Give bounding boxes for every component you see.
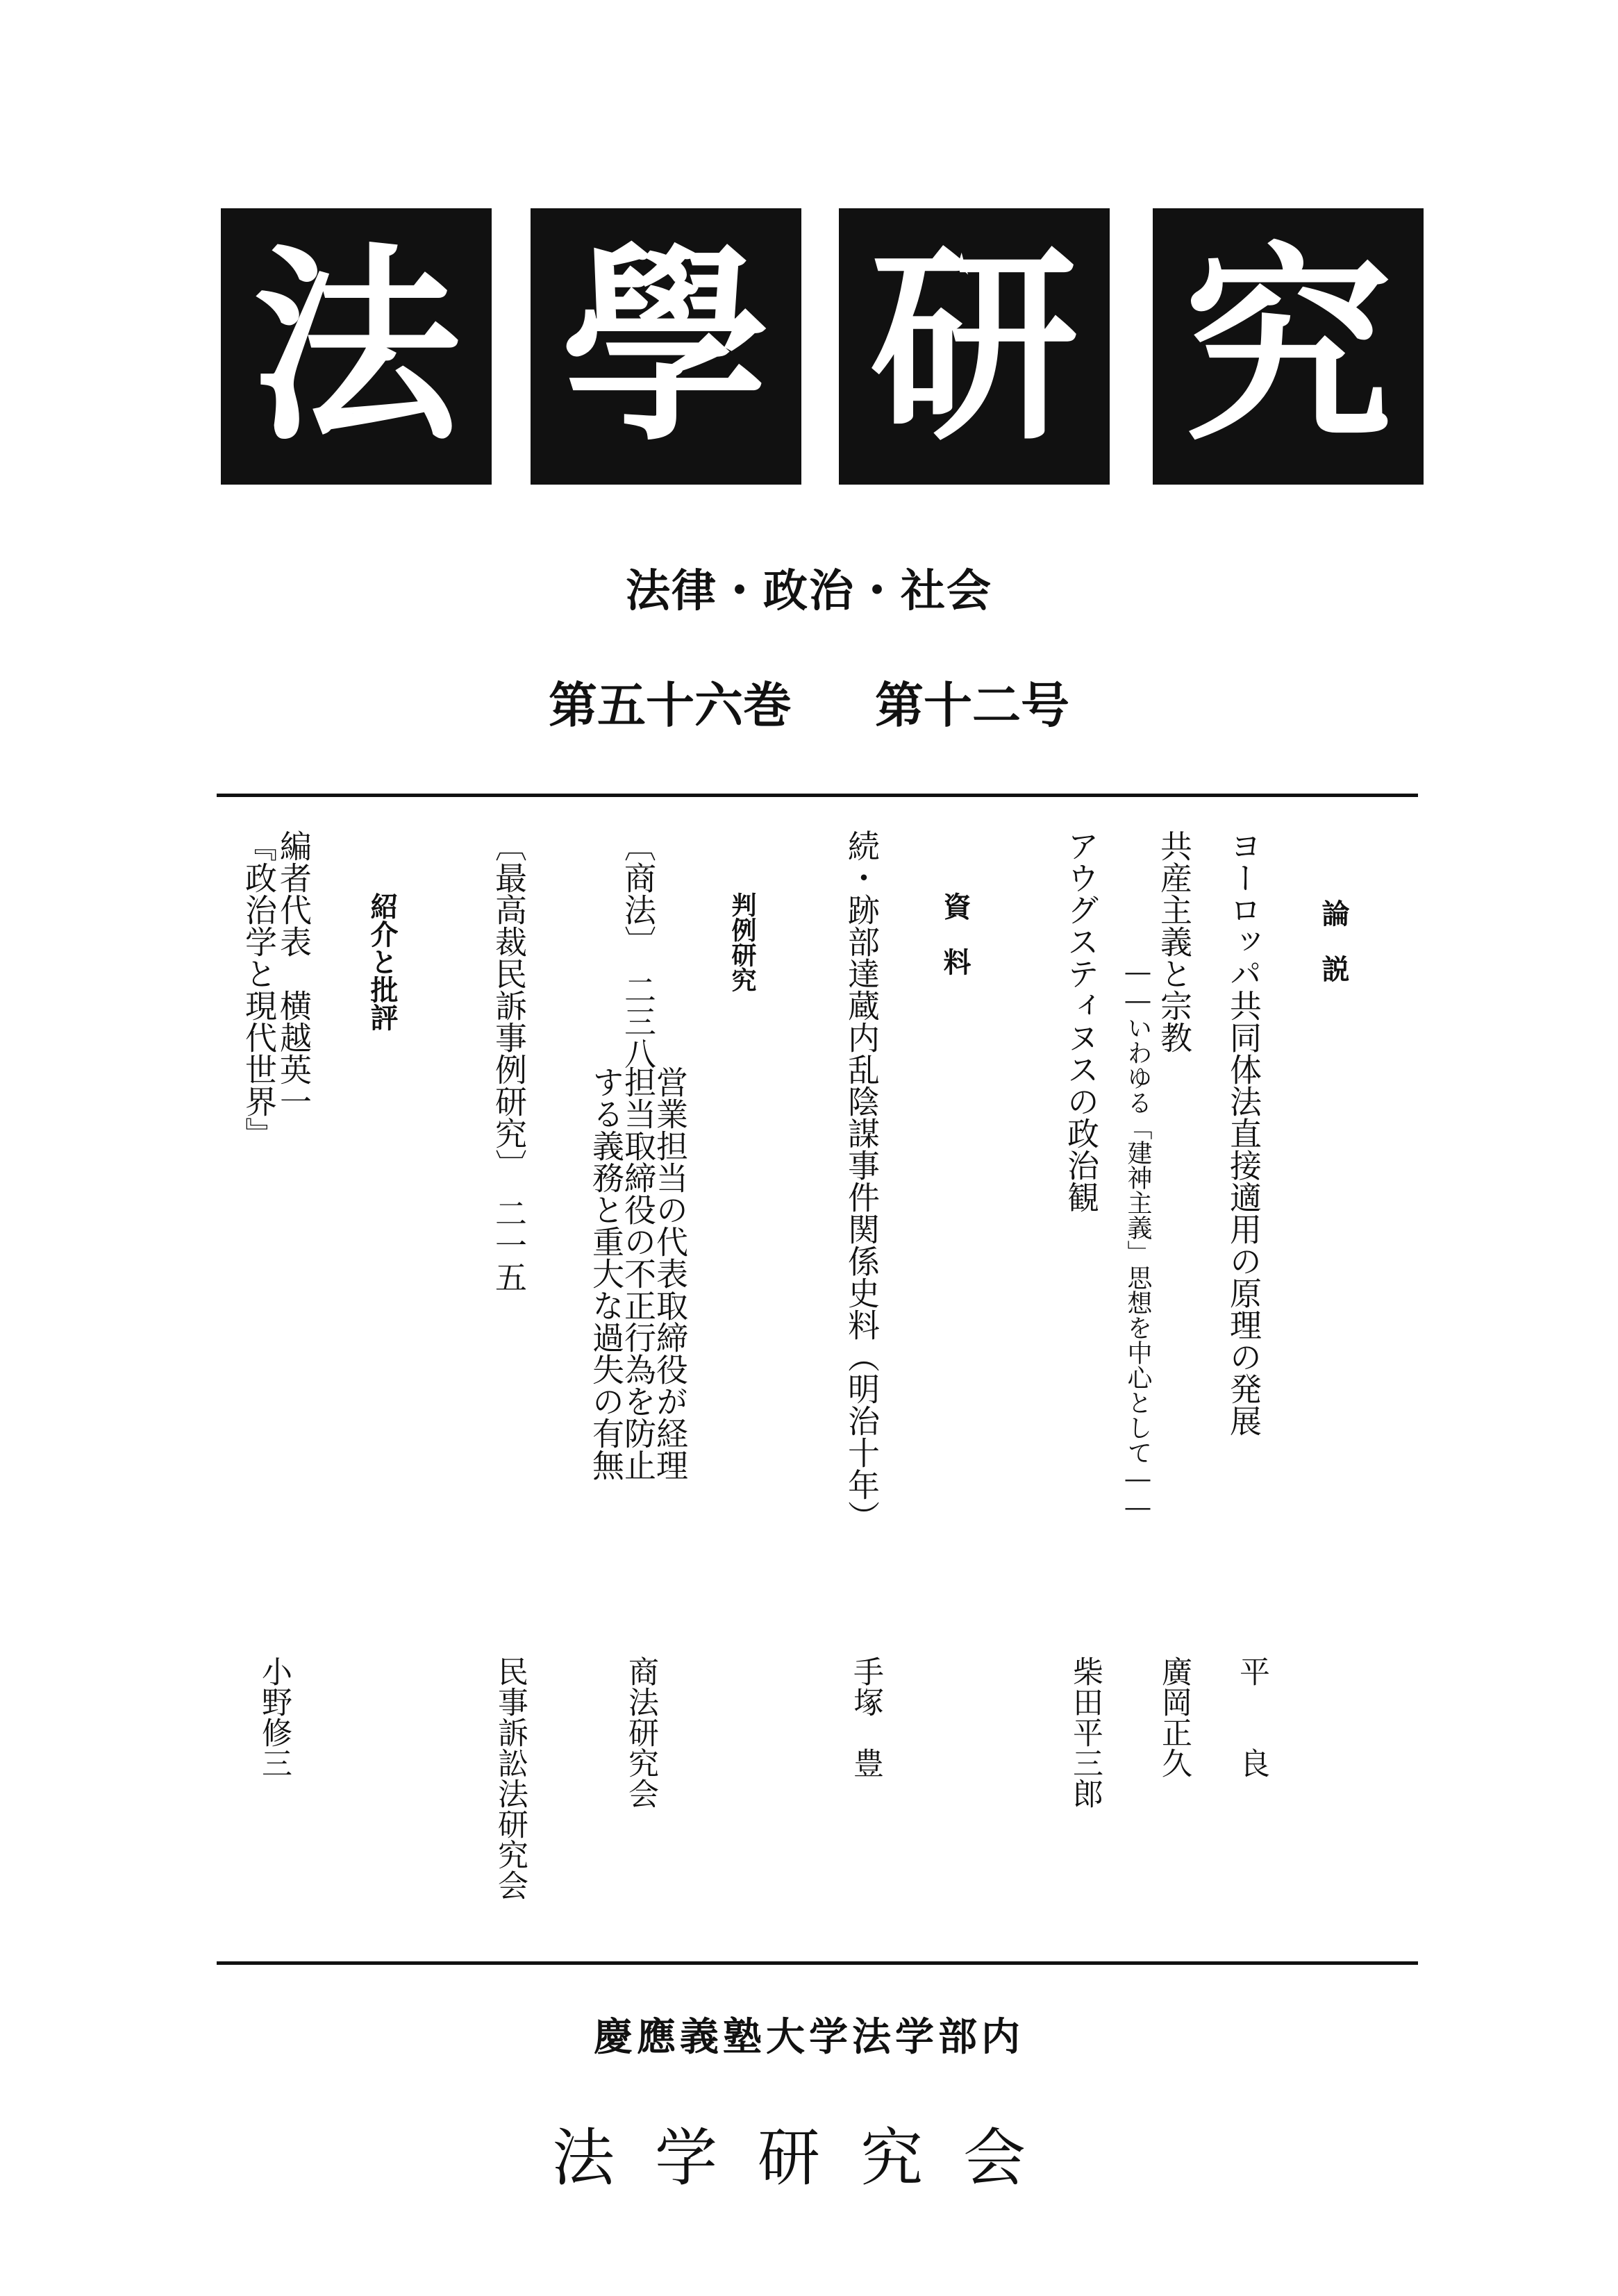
title-char-1: 法	[221, 208, 492, 485]
case2-author: 民事訴訟法研究会	[492, 1656, 528, 1900]
case1-label: 〔商法〕 二三八	[619, 830, 657, 1069]
review1-editor: 編者代表 横越英一	[275, 830, 312, 1117]
issue-line	[0, 667, 1618, 737]
material1-title: 続・跡部達蔵内乱陰謀事件関係史料（明治十年）	[843, 830, 881, 1532]
article2-title: 共産主義と宗教	[1156, 830, 1193, 1053]
number-label: 第十二号	[875, 677, 1069, 734]
publisher-name: 法学研究会	[552, 2122, 1066, 2195]
title-char-2: 學	[531, 208, 801, 485]
case1-author: 商法研究会	[623, 1656, 658, 1809]
article3-title: アウグスティヌスの政治観	[1062, 830, 1100, 1213]
title-char-3: 研	[839, 208, 1110, 485]
review1-title: 『政治学と現代世界』	[240, 830, 278, 1149]
journal-subtitle: 法律・政治・社会	[626, 566, 992, 617]
material1-author: 手塚 豊	[848, 1656, 883, 1778]
publisher-affiliation: 慶應義塾大学法学部内	[594, 2014, 1024, 2060]
title-char-4: 究	[1153, 208, 1424, 485]
section-heading-shokai: 紹介と批評	[366, 892, 398, 1031]
section-heading-shiryo: 資 料	[939, 892, 971, 975]
section-heading-ronsetsu: 論 説	[1317, 899, 1349, 982]
article3-author: 柴田平三郎	[1067, 1656, 1103, 1809]
volume-label: 第五十六巻	[549, 677, 792, 734]
case1-line3: する義務と重大な過失の有無	[587, 1066, 625, 1481]
section-heading-hanrei: 判例研究	[728, 892, 756, 992]
review1-author: 小野修三	[256, 1656, 292, 1778]
article2-author: 廣岡正久	[1156, 1656, 1192, 1778]
article1-author: 平 良	[1234, 1656, 1269, 1778]
case2-label: 〔最高裁民訴事例研究〕 二一五	[490, 830, 528, 1293]
top-rule	[217, 794, 1418, 797]
bottom-rule	[217, 1961, 1418, 1965]
article2-subtitle: ――いわゆる「建神主義」思想を中心として――	[1124, 958, 1152, 1522]
article1-title: ヨーロッパ共同体法直接適用の原理の発展	[1225, 830, 1262, 1436]
case1-line1: 営業担当の代表取締役が経理	[651, 1066, 689, 1481]
case1-line2: 担当取締役の不正行為を防止	[619, 1066, 657, 1481]
journal-title	[221, 208, 1424, 485]
